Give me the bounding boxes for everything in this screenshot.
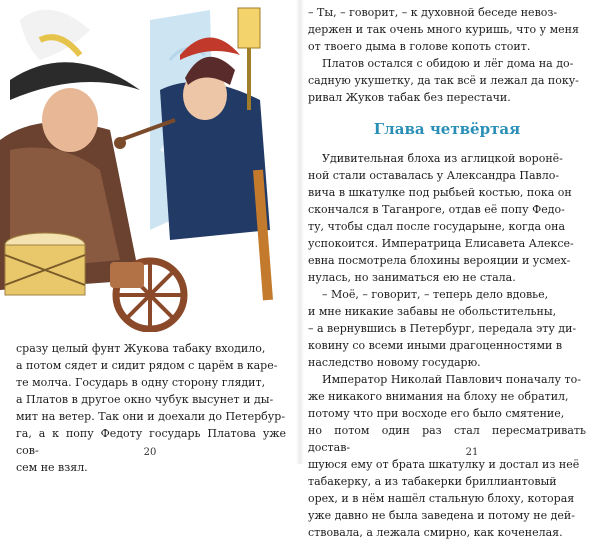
right-line: Император Николай Павлович поначалу то- [322,373,581,386]
right-page [300,0,600,539]
left-line-4: а Платов в другое окно чубук высунет и ды- [16,393,274,406]
right-line: – а вернувшись в Петербург, передала эту ди- [308,322,577,335]
left-line-6: га, а к попу Федоту государь Платова уже сов- [16,427,286,457]
illustration [0,0,288,332]
right-line: табакерку, а из табакерки бриллиантовый [308,475,557,488]
left-line-2: а потом сядет и сидит рядом с царём в каре- [16,359,278,372]
right-line: держен и так очень много куришь, что у меня [308,23,579,36]
left-line-1: сразу целый фунт Жукова табаку входило, [16,342,266,355]
left-line-5: мит на ветер. Так они и доехали до Петербур- [16,410,286,423]
left-line-7: сем не взял. [16,461,88,474]
right-line: шуюся ему от брата шкатулку и достал из неё [308,458,580,471]
right-line: – Ты, – говорит, – к духовной беседе невоз- [308,6,558,19]
left-page [0,0,300,474]
left-line-3: те молча. Государь в одну сторону глядит, [16,376,266,389]
right-line: скончался в Таганроге, отдав её попу Федо- [308,203,565,216]
right-line: от твоего дыма в голове копоть стоит. [308,40,531,53]
right-page-text [308,4,586,541]
right-line: – Моё, – говорит, – теперь дело вдовье, [322,288,549,301]
right-line: потому что при восходе его было смятение, [308,407,565,420]
page-number-right: 21 [465,447,479,458]
right-line: нулась, но заниматься ею не стала. [308,271,516,284]
right-line: орех, и в нём нашёл стальную блоху, которая [308,492,575,505]
right-line: евна посмотрела блохины верояции и усмех- [308,254,571,267]
illustration-platov-smoking-pipe-icon [0,0,288,332]
right-line: ствовала, а лежала смирно, как коченелая. [308,526,563,539]
right-line: ту, чтобы сдал после государыне, когда она [308,220,566,233]
right-line: ной стали оставалась у Александра Павло- [308,169,560,182]
right-line: садную укушетку, да так всё и лежал да поку- [308,74,579,87]
right-line: Удивительная блоха из аглицкой воронё- [322,152,563,165]
right-line: успокоится. Императрица Елисавета Алексе- [308,237,574,250]
right-line: но потом один раз стал пересматривать достав- [308,424,586,454]
right-line: ривал Жуков табак без перестачи. [308,91,511,104]
right-line: уже давно не была заведена и потому не дей- [308,509,575,522]
right-line: ковину со всеми иными драгоценностями в [308,339,563,352]
right-line: и мне никакие забавы не обольстительны, [308,305,557,318]
right-line: же никакого внимания на блоху не обратил, [308,390,569,403]
page-number-left: 20 [143,447,157,458]
right-line: вича в шкатулке под рыбьей костью, пока он [308,186,572,199]
chapter-title: Глава четвёртая [373,120,521,138]
right-line: наследство новому государю. [308,356,481,369]
right-line: Платов остался с обидою и лёг дома на до- [322,57,574,70]
